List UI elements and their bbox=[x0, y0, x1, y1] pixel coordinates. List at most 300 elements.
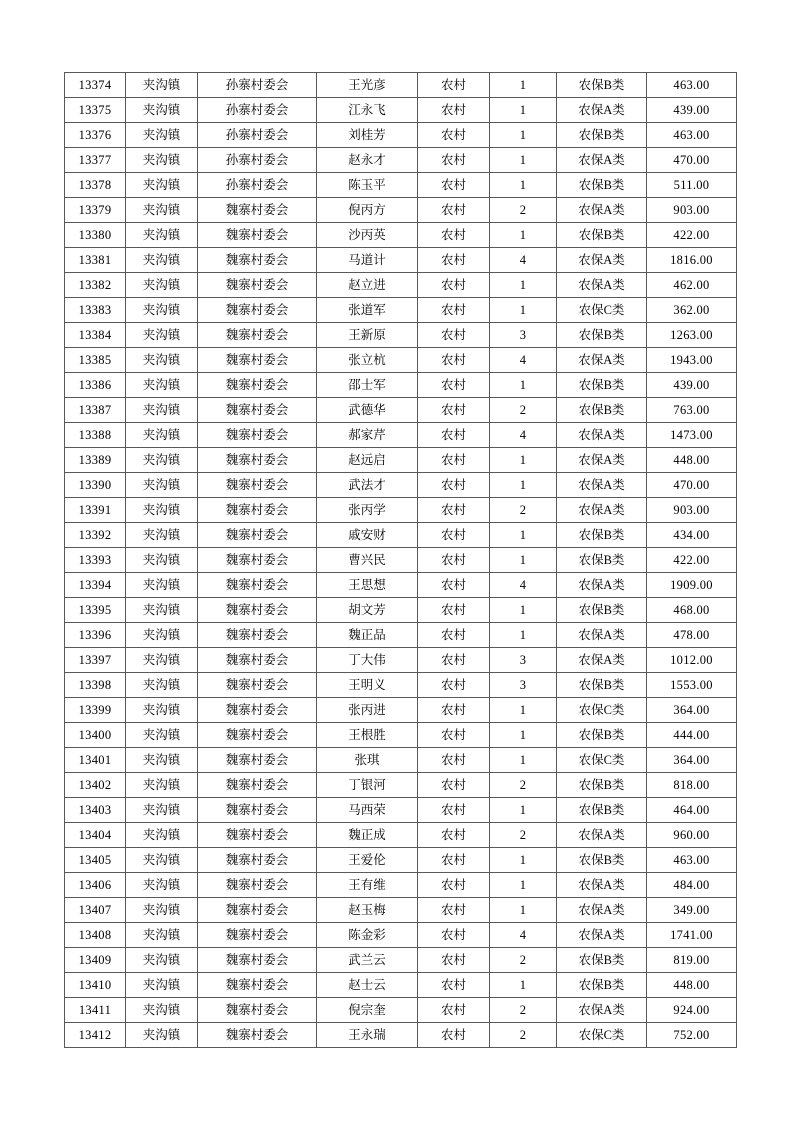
cell-name: 赵永才 bbox=[317, 148, 418, 173]
records-table bbox=[64, 72, 737, 1048]
cell-amount: 903.00 bbox=[647, 198, 737, 223]
cell-village: 魏寨村委会 bbox=[198, 823, 317, 848]
cell-count: 4 bbox=[490, 423, 557, 448]
cell-serial: 13384 bbox=[65, 323, 126, 348]
cell-count: 1 bbox=[490, 148, 557, 173]
cell-category: 农保B类 bbox=[557, 973, 647, 998]
cell-serial: 13412 bbox=[65, 1023, 126, 1048]
cell-amount: 463.00 bbox=[647, 123, 737, 148]
table-row bbox=[65, 498, 737, 523]
cell-amount: 924.00 bbox=[647, 998, 737, 1023]
cell-category: 农保A类 bbox=[557, 248, 647, 273]
cell-category: 农保A类 bbox=[557, 623, 647, 648]
cell-residence_type: 农村 bbox=[418, 698, 490, 723]
cell-category: 农保A类 bbox=[557, 573, 647, 598]
table-row bbox=[65, 948, 737, 973]
table-row bbox=[65, 848, 737, 873]
cell-amount: 960.00 bbox=[647, 823, 737, 848]
cell-serial: 13375 bbox=[65, 98, 126, 123]
cell-category: 农保A类 bbox=[557, 648, 647, 673]
cell-amount: 464.00 bbox=[647, 798, 737, 823]
cell-serial: 13388 bbox=[65, 423, 126, 448]
cell-count: 1 bbox=[490, 373, 557, 398]
cell-count: 4 bbox=[490, 348, 557, 373]
cell-serial: 13397 bbox=[65, 648, 126, 673]
cell-serial: 13389 bbox=[65, 448, 126, 473]
cell-serial: 13404 bbox=[65, 823, 126, 848]
cell-village: 孙寨村委会 bbox=[198, 73, 317, 98]
cell-category: 农保A类 bbox=[557, 423, 647, 448]
cell-residence_type: 农村 bbox=[418, 1023, 490, 1048]
cell-count: 1 bbox=[490, 973, 557, 998]
cell-category: 农保B类 bbox=[557, 323, 647, 348]
cell-village: 魏寨村委会 bbox=[198, 773, 317, 798]
cell-amount: 470.00 bbox=[647, 148, 737, 173]
cell-town: 夹沟镇 bbox=[126, 173, 198, 198]
cell-town: 夹沟镇 bbox=[126, 148, 198, 173]
cell-village: 魏寨村委会 bbox=[198, 523, 317, 548]
cell-town: 夹沟镇 bbox=[126, 298, 198, 323]
cell-town: 夹沟镇 bbox=[126, 673, 198, 698]
cell-category: 农保B类 bbox=[557, 848, 647, 873]
table-row bbox=[65, 398, 737, 423]
cell-name: 赵玉梅 bbox=[317, 898, 418, 923]
cell-town: 夹沟镇 bbox=[126, 73, 198, 98]
cell-town: 夹沟镇 bbox=[126, 498, 198, 523]
cell-village: 魏寨村委会 bbox=[198, 323, 317, 348]
cell-town: 夹沟镇 bbox=[126, 223, 198, 248]
table-row bbox=[65, 748, 737, 773]
cell-town: 夹沟镇 bbox=[126, 898, 198, 923]
cell-name: 郝家芹 bbox=[317, 423, 418, 448]
cell-amount: 763.00 bbox=[647, 398, 737, 423]
cell-serial: 13402 bbox=[65, 773, 126, 798]
cell-village: 魏寨村委会 bbox=[198, 498, 317, 523]
cell-name: 邵士军 bbox=[317, 373, 418, 398]
cell-category: 农保B类 bbox=[557, 73, 647, 98]
cell-village: 魏寨村委会 bbox=[198, 923, 317, 948]
cell-name: 丁银河 bbox=[317, 773, 418, 798]
table-row bbox=[65, 173, 737, 198]
cell-count: 2 bbox=[490, 823, 557, 848]
cell-town: 夹沟镇 bbox=[126, 698, 198, 723]
cell-name: 魏正品 bbox=[317, 623, 418, 648]
cell-amount: 463.00 bbox=[647, 73, 737, 98]
cell-amount: 364.00 bbox=[647, 748, 737, 773]
cell-village: 魏寨村委会 bbox=[198, 998, 317, 1023]
table-row bbox=[65, 98, 737, 123]
cell-village: 魏寨村委会 bbox=[198, 573, 317, 598]
cell-name: 武德华 bbox=[317, 398, 418, 423]
cell-serial: 13377 bbox=[65, 148, 126, 173]
cell-category: 农保A类 bbox=[557, 98, 647, 123]
cell-village: 魏寨村委会 bbox=[198, 398, 317, 423]
cell-name: 刘桂芳 bbox=[317, 123, 418, 148]
cell-name: 陈金彩 bbox=[317, 923, 418, 948]
cell-category: 农保B类 bbox=[557, 123, 647, 148]
cell-amount: 463.00 bbox=[647, 848, 737, 873]
cell-amount: 434.00 bbox=[647, 523, 737, 548]
cell-category: 农保B类 bbox=[557, 223, 647, 248]
cell-name: 王根胜 bbox=[317, 723, 418, 748]
table-row bbox=[65, 223, 737, 248]
cell-count: 1 bbox=[490, 623, 557, 648]
cell-category: 农保A类 bbox=[557, 448, 647, 473]
cell-town: 夹沟镇 bbox=[126, 348, 198, 373]
cell-amount: 818.00 bbox=[647, 773, 737, 798]
cell-residence_type: 农村 bbox=[418, 373, 490, 398]
cell-name: 王思想 bbox=[317, 573, 418, 598]
cell-serial: 13395 bbox=[65, 598, 126, 623]
cell-amount: 1473.00 bbox=[647, 423, 737, 448]
cell-village: 魏寨村委会 bbox=[198, 673, 317, 698]
cell-town: 夹沟镇 bbox=[126, 373, 198, 398]
cell-count: 2 bbox=[490, 1023, 557, 1048]
cell-name: 倪宗奎 bbox=[317, 998, 418, 1023]
cell-count: 1 bbox=[490, 273, 557, 298]
table-row bbox=[65, 73, 737, 98]
cell-town: 夹沟镇 bbox=[126, 198, 198, 223]
cell-count: 4 bbox=[490, 923, 557, 948]
table-row bbox=[65, 623, 737, 648]
cell-name: 张立杭 bbox=[317, 348, 418, 373]
cell-village: 魏寨村委会 bbox=[198, 848, 317, 873]
cell-name: 沙丙英 bbox=[317, 223, 418, 248]
cell-town: 夹沟镇 bbox=[126, 823, 198, 848]
cell-amount: 364.00 bbox=[647, 698, 737, 723]
cell-residence_type: 农村 bbox=[418, 348, 490, 373]
cell-residence_type: 农村 bbox=[418, 123, 490, 148]
cell-village: 魏寨村委会 bbox=[198, 198, 317, 223]
table-row bbox=[65, 873, 737, 898]
table-row bbox=[65, 573, 737, 598]
cell-village: 魏寨村委会 bbox=[198, 873, 317, 898]
table-row bbox=[65, 598, 737, 623]
cell-residence_type: 农村 bbox=[418, 923, 490, 948]
cell-category: 农保A类 bbox=[557, 923, 647, 948]
cell-name: 马道计 bbox=[317, 248, 418, 273]
cell-amount: 484.00 bbox=[647, 873, 737, 898]
cell-town: 夹沟镇 bbox=[126, 973, 198, 998]
cell-amount: 1816.00 bbox=[647, 248, 737, 273]
cell-serial: 13393 bbox=[65, 548, 126, 573]
cell-residence_type: 农村 bbox=[418, 773, 490, 798]
cell-name: 王新原 bbox=[317, 323, 418, 348]
table-row bbox=[65, 898, 737, 923]
cell-amount: 903.00 bbox=[647, 498, 737, 523]
cell-count: 4 bbox=[490, 248, 557, 273]
cell-name: 王光彦 bbox=[317, 73, 418, 98]
cell-count: 2 bbox=[490, 398, 557, 423]
cell-category: 农保C类 bbox=[557, 1023, 647, 1048]
cell-name: 张道军 bbox=[317, 298, 418, 323]
cell-town: 夹沟镇 bbox=[126, 523, 198, 548]
cell-count: 3 bbox=[490, 323, 557, 348]
cell-serial: 13410 bbox=[65, 973, 126, 998]
table-row bbox=[65, 123, 737, 148]
table-row bbox=[65, 423, 737, 448]
cell-amount: 468.00 bbox=[647, 598, 737, 623]
cell-count: 1 bbox=[490, 298, 557, 323]
cell-amount: 470.00 bbox=[647, 473, 737, 498]
cell-town: 夹沟镇 bbox=[126, 948, 198, 973]
cell-village: 魏寨村委会 bbox=[198, 623, 317, 648]
cell-category: 农保A类 bbox=[557, 348, 647, 373]
cell-town: 夹沟镇 bbox=[126, 623, 198, 648]
cell-residence_type: 农村 bbox=[418, 273, 490, 298]
cell-residence_type: 农村 bbox=[418, 198, 490, 223]
cell-village: 孙寨村委会 bbox=[198, 123, 317, 148]
cell-serial: 13387 bbox=[65, 398, 126, 423]
cell-town: 夹沟镇 bbox=[126, 448, 198, 473]
cell-town: 夹沟镇 bbox=[126, 473, 198, 498]
cell-count: 4 bbox=[490, 573, 557, 598]
cell-village: 魏寨村委会 bbox=[198, 348, 317, 373]
cell-count: 2 bbox=[490, 998, 557, 1023]
cell-town: 夹沟镇 bbox=[126, 398, 198, 423]
cell-residence_type: 农村 bbox=[418, 523, 490, 548]
records-table-body bbox=[65, 73, 737, 1048]
table-row bbox=[65, 698, 737, 723]
cell-amount: 1943.00 bbox=[647, 348, 737, 373]
cell-count: 1 bbox=[490, 748, 557, 773]
cell-name: 张丙进 bbox=[317, 698, 418, 723]
cell-category: 农保B类 bbox=[557, 398, 647, 423]
table-row bbox=[65, 348, 737, 373]
cell-count: 2 bbox=[490, 773, 557, 798]
cell-count: 1 bbox=[490, 448, 557, 473]
cell-serial: 13380 bbox=[65, 223, 126, 248]
cell-name: 胡文芳 bbox=[317, 598, 418, 623]
cell-name: 张琪 bbox=[317, 748, 418, 773]
cell-village: 魏寨村委会 bbox=[198, 973, 317, 998]
cell-count: 1 bbox=[490, 898, 557, 923]
cell-amount: 1263.00 bbox=[647, 323, 737, 348]
cell-count: 2 bbox=[490, 948, 557, 973]
cell-residence_type: 农村 bbox=[418, 298, 490, 323]
table-row bbox=[65, 823, 737, 848]
cell-count: 1 bbox=[490, 223, 557, 248]
table-row bbox=[65, 298, 737, 323]
cell-residence_type: 农村 bbox=[418, 848, 490, 873]
cell-village: 魏寨村委会 bbox=[198, 748, 317, 773]
cell-category: 农保B类 bbox=[557, 173, 647, 198]
cell-village: 魏寨村委会 bbox=[198, 223, 317, 248]
cell-town: 夹沟镇 bbox=[126, 648, 198, 673]
cell-category: 农保A类 bbox=[557, 148, 647, 173]
cell-village: 魏寨村委会 bbox=[198, 298, 317, 323]
cell-count: 1 bbox=[490, 548, 557, 573]
cell-serial: 13396 bbox=[65, 623, 126, 648]
cell-name: 魏正成 bbox=[317, 823, 418, 848]
cell-residence_type: 农村 bbox=[418, 398, 490, 423]
cell-count: 2 bbox=[490, 198, 557, 223]
cell-town: 夹沟镇 bbox=[126, 273, 198, 298]
table-row bbox=[65, 723, 737, 748]
cell-category: 农保C类 bbox=[557, 298, 647, 323]
cell-count: 1 bbox=[490, 173, 557, 198]
cell-category: 农保B类 bbox=[557, 523, 647, 548]
cell-amount: 439.00 bbox=[647, 98, 737, 123]
cell-name: 王爱伦 bbox=[317, 848, 418, 873]
cell-village: 孙寨村委会 bbox=[198, 98, 317, 123]
cell-name: 王有维 bbox=[317, 873, 418, 898]
cell-category: 农保B类 bbox=[557, 948, 647, 973]
cell-category: 农保B类 bbox=[557, 773, 647, 798]
cell-town: 夹沟镇 bbox=[126, 748, 198, 773]
table-row bbox=[65, 523, 737, 548]
cell-amount: 1012.00 bbox=[647, 648, 737, 673]
cell-count: 1 bbox=[490, 123, 557, 148]
table-row bbox=[65, 648, 737, 673]
cell-amount: 448.00 bbox=[647, 448, 737, 473]
cell-amount: 752.00 bbox=[647, 1023, 737, 1048]
cell-village: 魏寨村委会 bbox=[198, 798, 317, 823]
cell-serial: 13392 bbox=[65, 523, 126, 548]
cell-village: 魏寨村委会 bbox=[198, 248, 317, 273]
cell-count: 2 bbox=[490, 498, 557, 523]
cell-residence_type: 农村 bbox=[418, 73, 490, 98]
cell-amount: 448.00 bbox=[647, 973, 737, 998]
cell-serial: 13376 bbox=[65, 123, 126, 148]
cell-count: 1 bbox=[490, 848, 557, 873]
cell-residence_type: 农村 bbox=[418, 98, 490, 123]
cell-name: 倪丙方 bbox=[317, 198, 418, 223]
cell-serial: 13379 bbox=[65, 198, 126, 223]
table-row bbox=[65, 548, 737, 573]
cell-residence_type: 农村 bbox=[418, 998, 490, 1023]
cell-serial: 13378 bbox=[65, 173, 126, 198]
cell-residence_type: 农村 bbox=[418, 223, 490, 248]
cell-town: 夹沟镇 bbox=[126, 723, 198, 748]
cell-category: 农保A类 bbox=[557, 473, 647, 498]
cell-village: 魏寨村委会 bbox=[198, 448, 317, 473]
cell-category: 农保C类 bbox=[557, 748, 647, 773]
cell-village: 魏寨村委会 bbox=[198, 273, 317, 298]
cell-residence_type: 农村 bbox=[418, 498, 490, 523]
cell-name: 王明义 bbox=[317, 673, 418, 698]
cell-town: 夹沟镇 bbox=[126, 323, 198, 348]
cell-residence_type: 农村 bbox=[418, 823, 490, 848]
cell-residence_type: 农村 bbox=[418, 948, 490, 973]
cell-serial: 13401 bbox=[65, 748, 126, 773]
cell-serial: 13407 bbox=[65, 898, 126, 923]
cell-serial: 13391 bbox=[65, 498, 126, 523]
cell-residence_type: 农村 bbox=[418, 248, 490, 273]
cell-name: 赵远启 bbox=[317, 448, 418, 473]
cell-category: 农保B类 bbox=[557, 798, 647, 823]
cell-category: 农保A类 bbox=[557, 498, 647, 523]
cell-village: 魏寨村委会 bbox=[198, 723, 317, 748]
cell-category: 农保B类 bbox=[557, 598, 647, 623]
table-row bbox=[65, 373, 737, 398]
cell-serial: 13406 bbox=[65, 873, 126, 898]
cell-name: 王永瑞 bbox=[317, 1023, 418, 1048]
cell-amount: 444.00 bbox=[647, 723, 737, 748]
cell-village: 魏寨村委会 bbox=[198, 1023, 317, 1048]
cell-category: 农保A类 bbox=[557, 823, 647, 848]
cell-count: 1 bbox=[490, 98, 557, 123]
cell-count: 1 bbox=[490, 598, 557, 623]
cell-village: 魏寨村委会 bbox=[198, 598, 317, 623]
cell-residence_type: 农村 bbox=[418, 323, 490, 348]
cell-count: 1 bbox=[490, 873, 557, 898]
cell-amount: 422.00 bbox=[647, 223, 737, 248]
table-row bbox=[65, 248, 737, 273]
table-row bbox=[65, 673, 737, 698]
cell-serial: 13394 bbox=[65, 573, 126, 598]
table-row bbox=[65, 923, 737, 948]
table-row bbox=[65, 148, 737, 173]
table-row bbox=[65, 773, 737, 798]
cell-amount: 511.00 bbox=[647, 173, 737, 198]
cell-name: 丁大伟 bbox=[317, 648, 418, 673]
cell-residence_type: 农村 bbox=[418, 873, 490, 898]
cell-category: 农保B类 bbox=[557, 373, 647, 398]
cell-name: 陈玉平 bbox=[317, 173, 418, 198]
cell-name: 张丙学 bbox=[317, 498, 418, 523]
cell-residence_type: 农村 bbox=[418, 623, 490, 648]
cell-amount: 1741.00 bbox=[647, 923, 737, 948]
cell-name: 戚安财 bbox=[317, 523, 418, 548]
table-row bbox=[65, 473, 737, 498]
cell-town: 夹沟镇 bbox=[126, 923, 198, 948]
cell-village: 魏寨村委会 bbox=[198, 648, 317, 673]
cell-serial: 13411 bbox=[65, 998, 126, 1023]
cell-category: 农保A类 bbox=[557, 898, 647, 923]
cell-amount: 439.00 bbox=[647, 373, 737, 398]
cell-serial: 13399 bbox=[65, 698, 126, 723]
cell-town: 夹沟镇 bbox=[126, 98, 198, 123]
cell-amount: 1553.00 bbox=[647, 673, 737, 698]
cell-amount: 349.00 bbox=[647, 898, 737, 923]
cell-serial: 13385 bbox=[65, 348, 126, 373]
cell-village: 魏寨村委会 bbox=[198, 373, 317, 398]
cell-residence_type: 农村 bbox=[418, 648, 490, 673]
cell-count: 3 bbox=[490, 673, 557, 698]
cell-town: 夹沟镇 bbox=[126, 798, 198, 823]
cell-serial: 13374 bbox=[65, 73, 126, 98]
cell-name: 曹兴民 bbox=[317, 548, 418, 573]
cell-residence_type: 农村 bbox=[418, 423, 490, 448]
table-row bbox=[65, 1023, 737, 1048]
cell-town: 夹沟镇 bbox=[126, 998, 198, 1023]
cell-category: 农保B类 bbox=[557, 723, 647, 748]
cell-residence_type: 农村 bbox=[418, 723, 490, 748]
cell-amount: 422.00 bbox=[647, 548, 737, 573]
cell-village: 魏寨村委会 bbox=[198, 948, 317, 973]
cell-residence_type: 农村 bbox=[418, 898, 490, 923]
cell-amount: 819.00 bbox=[647, 948, 737, 973]
table-row bbox=[65, 448, 737, 473]
cell-count: 1 bbox=[490, 523, 557, 548]
cell-amount: 478.00 bbox=[647, 623, 737, 648]
cell-town: 夹沟镇 bbox=[126, 848, 198, 873]
cell-town: 夹沟镇 bbox=[126, 598, 198, 623]
cell-amount: 362.00 bbox=[647, 298, 737, 323]
cell-town: 夹沟镇 bbox=[126, 1023, 198, 1048]
cell-residence_type: 农村 bbox=[418, 148, 490, 173]
cell-residence_type: 农村 bbox=[418, 548, 490, 573]
table-row bbox=[65, 973, 737, 998]
cell-name: 江永飞 bbox=[317, 98, 418, 123]
table-row bbox=[65, 198, 737, 223]
cell-residence_type: 农村 bbox=[418, 748, 490, 773]
table-row bbox=[65, 273, 737, 298]
cell-residence_type: 农村 bbox=[418, 598, 490, 623]
cell-serial: 13390 bbox=[65, 473, 126, 498]
cell-count: 1 bbox=[490, 698, 557, 723]
